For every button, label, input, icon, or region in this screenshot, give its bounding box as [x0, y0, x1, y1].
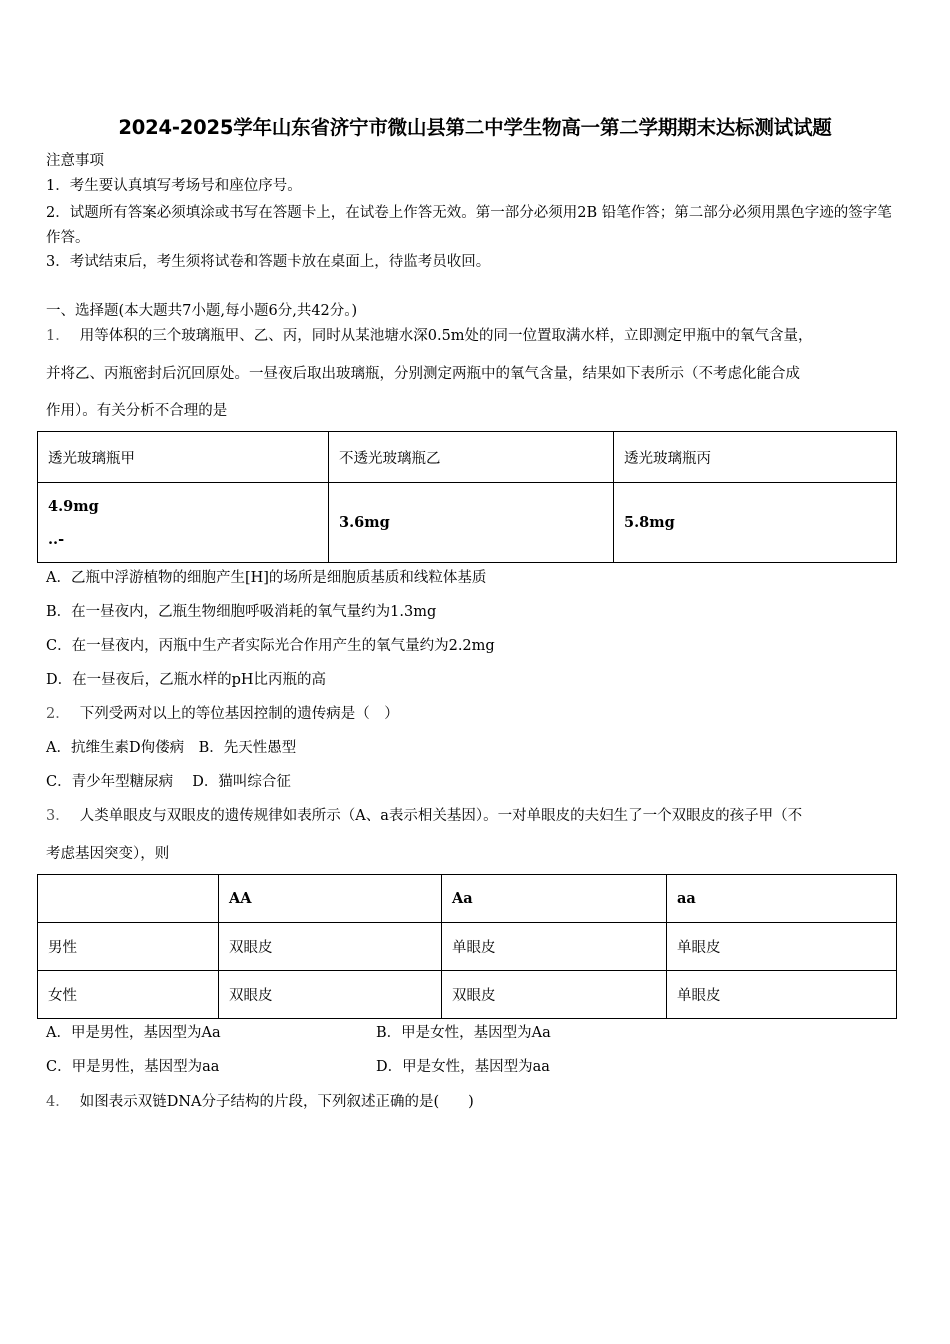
value-extra: ..- [48, 530, 65, 548]
page-title: 2024-2025学年山东省济宁市微山县第二中学生物高一第二学期期末达标测试试题 [118, 116, 832, 139]
oxygen-table [37, 431, 897, 563]
q1-option-d: D．在一昼夜后，乙瓶水样的pH比丙瓶的高 [46, 672, 327, 688]
question-3-line-1 [46, 806, 802, 826]
table-cell: 单眼皮 [667, 971, 897, 1019]
q3-option-a: A．甲是男性，基因型为Aa [46, 1025, 221, 1041]
question-text: 人类单眼皮与双眼皮的遗传规律如表所示（A、a表示相关基因）。一对单眼皮的夫妇生了一个双眼皮的孩子甲（不 [79, 808, 803, 824]
eyelid-table [37, 874, 897, 1019]
table-header-cell [38, 875, 219, 923]
q3-option-d: D．甲是女性，基因型为aa [376, 1059, 550, 1075]
table-cell [38, 483, 329, 563]
table-cell: 女性 [38, 971, 219, 1019]
question-3-line-2: 考虑基因突变），则 [46, 846, 170, 862]
table-header-cell: aa [667, 875, 897, 923]
question-number: 1． [46, 328, 70, 344]
q1-option-a: A．乙瓶中浮游植物的细胞产生[H]的场所是细胞质基质和线粒体基质 [46, 570, 487, 586]
question-4 [46, 1092, 474, 1112]
section-heading: 一、选择题(本大题共7小题,每小题6分,共42分。) [46, 303, 358, 319]
table-header-cell: AA [219, 875, 442, 923]
table-row [38, 875, 897, 923]
question-number: 4． [46, 1094, 70, 1110]
table-header-cell: 不透光玻璃瓶乙 [329, 432, 614, 483]
table-header-cell: 透光玻璃瓶丙 [614, 432, 897, 483]
q3-option-c: C．甲是男性，基因型为aa [46, 1059, 220, 1075]
q2-option-cd: C．青少年型糖尿病 D．猫叫综合征 [46, 774, 291, 790]
question-text: 如图表示双链DNA分子结构的片段，下列叙述正确的是( ) [79, 1094, 474, 1110]
value-jia: 4.9mg [48, 497, 99, 515]
table-cell: 5.8mg [614, 483, 897, 563]
table-row [38, 971, 897, 1019]
table-cell: 男性 [38, 923, 219, 971]
q2-option-ab: A．抗维生素D佝偻病 B．先天性愚型 [46, 740, 297, 756]
q1-option-b: B．在一昼夜内，乙瓶生物细胞呼吸消耗的氧气量约为1.3mg [46, 604, 437, 620]
table-cell: 3.6mg [329, 483, 614, 563]
table-cell: 双眼皮 [442, 971, 667, 1019]
notice-item-1: 1．考生要认真填写考场号和座位序号。 [46, 178, 302, 194]
table-row [38, 923, 897, 971]
question-1-line-3: 作用）。有关分析不合理的是 [46, 403, 228, 419]
notice-item-3: 3．考试结束后，考生须将试卷和答题卡放在桌面上，待监考员收回。 [46, 254, 491, 270]
table-row [38, 483, 897, 563]
table-cell: 双眼皮 [219, 971, 442, 1019]
table-header-cell: Aa [442, 875, 667, 923]
table-row [38, 432, 897, 483]
q1-option-c: C．在一昼夜内，丙瓶中生产者实际光合作用产生的氧气量约为2.2mg [46, 638, 495, 654]
table-header-cell: 透光玻璃瓶甲 [38, 432, 329, 483]
question-2 [46, 704, 399, 724]
table-cell: 单眼皮 [667, 923, 897, 971]
question-number: 3． [46, 808, 70, 824]
question-1-line-1 [46, 326, 813, 346]
notice-item-2: 2．试题所有答案必须填涂或书写在答题卡上，在试卷上作答无效。第一部分必须用2B 铅笔作答；第二部分必须用黑色字迹的签字笔作答。 [46, 205, 892, 246]
question-text: 下列受两对以上的等位基因控制的遗传病是（ ） [79, 706, 399, 722]
q3-option-b: B．甲是女性，基因型为Aa [376, 1025, 551, 1041]
table-cell: 单眼皮 [442, 923, 667, 971]
question-1-line-2: 并将乙、丙瓶密封后沉回原处。一昼夜后取出玻璃瓶，分别测定两瓶中的氧气含量，结果如下表所示（不考虑化能合成 [46, 366, 800, 382]
question-text: 用等体积的三个玻璃瓶甲、乙、丙，同时从某池塘水深0.5m处的同一位置取满水样，立即测定甲瓶中的氧气含量， [79, 328, 813, 344]
table-cell: 双眼皮 [219, 923, 442, 971]
notice-heading: 注意事项 [46, 153, 104, 169]
question-number: 2． [46, 706, 70, 722]
